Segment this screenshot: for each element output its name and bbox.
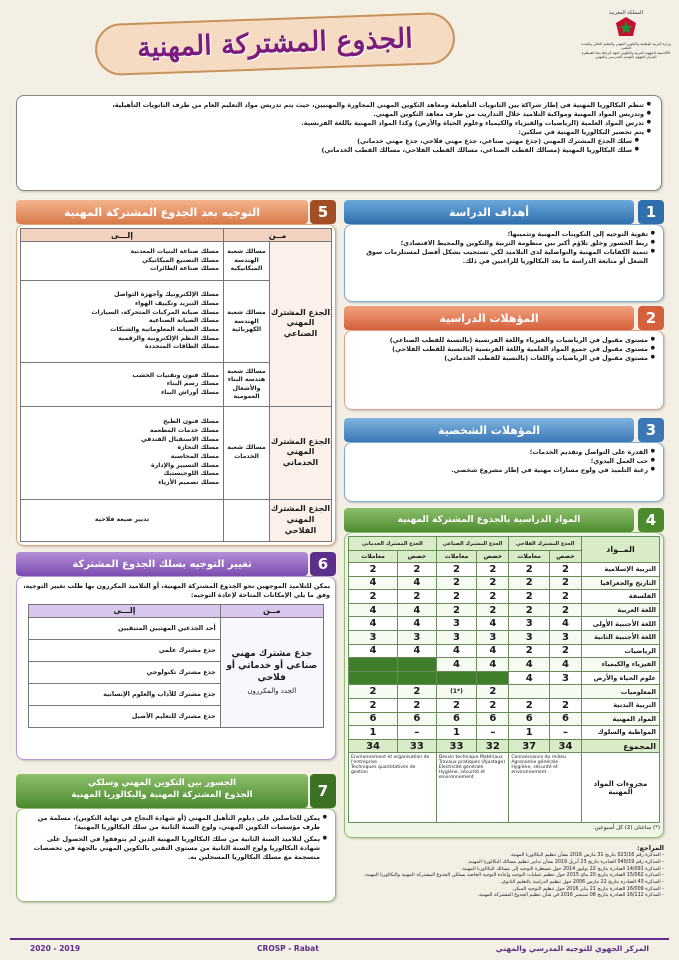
subject-value: 2 bbox=[550, 644, 582, 658]
section-1-header bbox=[344, 200, 634, 224]
subjects-table bbox=[348, 536, 660, 823]
academy-name: الأكاديمية الجهوية للتربية والتكوين لجهة الرباط سلا القنيطرة bbox=[581, 50, 671, 55]
section-2-number: 2 bbox=[638, 306, 664, 330]
subject-value: 2 bbox=[398, 698, 437, 712]
subject-value bbox=[436, 671, 477, 685]
branch-name: مسالك شعبة الهندسة الكهربائية bbox=[224, 280, 270, 362]
reorient-from: جذع مشترك مهني صناعي أو خدماتي أو فلاحي bbox=[226, 649, 318, 683]
track-name: مسلك التبريد وتكييف الهواء bbox=[135, 300, 219, 307]
tracks-cell bbox=[21, 406, 224, 499]
objective-item: ● تنمية الكفايات المهنية والتواصلية لدى التلاميذ لكي تستجيب بشكل أفضل لمستلزمات سوق الشغل أو متابعة الدراسة ما بعد البكالوريا للراغبين في ذلك. bbox=[353, 248, 655, 266]
section-6-header bbox=[16, 552, 308, 576]
col-to: إلـــى bbox=[21, 229, 224, 242]
subject-value: 4 bbox=[436, 644, 477, 658]
subject-value: 2 bbox=[398, 685, 437, 699]
orientation-row bbox=[21, 500, 332, 542]
subject-value: 4 bbox=[509, 658, 550, 672]
subject-value: 33 bbox=[398, 739, 437, 753]
subject-name: التربية البدنية bbox=[582, 698, 660, 712]
section-5-title: التوجيه بعد الجذوع المشتركة المهنية bbox=[64, 205, 260, 219]
subject-value bbox=[349, 658, 398, 672]
subject-value: 2 bbox=[509, 644, 550, 658]
reorient-option: جذع مشترك للآداب والعلوم الإنسانية bbox=[29, 683, 221, 705]
section-2 bbox=[344, 306, 664, 412]
personal-item: ● حب العمل اليدوي؛ bbox=[353, 457, 655, 466]
subject-name: اللغة الأجنبية الثانية bbox=[582, 630, 660, 644]
subject-value: 3 bbox=[550, 630, 582, 644]
subject-name: الفلسفة bbox=[582, 590, 660, 604]
section-7-title-1: الجسور بين التكوين المهني وسلكي bbox=[87, 778, 237, 788]
track-name: مسلك التصنيع الميكانيكي bbox=[142, 256, 219, 264]
subject-value: 4 bbox=[550, 617, 582, 631]
section-3-body bbox=[344, 442, 664, 502]
branch-name bbox=[224, 500, 270, 542]
prof-module: Environnement et organisation de l'entreprise bbox=[351, 755, 430, 766]
reorient-from-note: الجدد والمكررون bbox=[247, 687, 297, 696]
tracks-cell bbox=[21, 242, 224, 281]
subject-row bbox=[349, 726, 660, 740]
subject-value: 4 bbox=[398, 603, 437, 617]
subject-row bbox=[349, 617, 660, 631]
bridge-item: ● يمكن لتلاميذ السنة الثانية من سلك البكالوريا المهنية الذين لم يتوفقوا في الحصول على شهادة البكالوريا ولوج السنة الثانية من مستوى التقني بالتكوين المهني بالجهة في تخصصات منسجمة مع مسلك البكالوريا المسجلين به. bbox=[25, 835, 327, 862]
section-2-title: المؤهلات الدراسية bbox=[439, 311, 539, 325]
subject-value: 2 bbox=[436, 590, 477, 604]
section-6-number: 6 bbox=[310, 552, 336, 576]
subject-value: 3 bbox=[349, 630, 398, 644]
footer-center: CROSP - Rabat bbox=[257, 943, 319, 953]
references-title: المراجع: bbox=[636, 844, 664, 852]
track-name: مسلك الصيانة المعلوماتية والشبكات bbox=[110, 326, 219, 334]
section-7-number: 7 bbox=[310, 774, 336, 808]
subject-value bbox=[398, 671, 437, 685]
intro-line: ● تدرس المواد العلمية (الرياضيات والفيزياء والكيمياء وعلوم الحياة والأرض) وكذا المواد المهنية باللغة الفرنسية. bbox=[27, 119, 651, 128]
table-note: (*) ساعتان (2) كل أسبوعين. bbox=[592, 825, 660, 832]
subject-name: الرياضيات bbox=[582, 644, 660, 658]
track-name: مسلك فنون الطبخ bbox=[163, 418, 219, 426]
subject-value: 4 bbox=[550, 658, 582, 672]
prof-ind bbox=[436, 753, 509, 823]
subject-value: 4 bbox=[477, 617, 509, 631]
subject-value: 33 bbox=[436, 739, 477, 753]
subject-value: 3 bbox=[398, 630, 437, 644]
subject-row bbox=[349, 630, 660, 644]
subject-value: 1 bbox=[436, 726, 477, 740]
col-to: إلـــى bbox=[29, 604, 221, 617]
subject-value: – bbox=[398, 726, 437, 740]
track-name: مسلك الاستقبال الفندقي bbox=[140, 435, 219, 443]
section-4-title: المواد الدراسية بالجذوع المشتركة المهنية bbox=[397, 515, 581, 525]
subject-value: 2 bbox=[509, 698, 550, 712]
subject-row bbox=[349, 644, 660, 658]
subject-value: 32 bbox=[477, 739, 509, 753]
section-6-text: يمكن للتلاميذ الموجهين نحو الجذوع المشتركة المهنية، أو التلاميذ المكررون بها طلب تغيير التوجيه، وفق ما يلي الإمكانات المتاحة لإعادة التوجيه: bbox=[23, 582, 330, 599]
reference-line: - المذكرة 16/112 الصادرة بتاريخ 08 سبتمبر 2016 في شأن تنظيم الجذوع المشتركة المهنية. bbox=[477, 893, 664, 899]
section-4-body bbox=[344, 532, 664, 838]
subject-value: 2 bbox=[477, 590, 509, 604]
track-name: تدبير ضيعة فلاحية bbox=[94, 516, 150, 524]
subject-value bbox=[398, 658, 437, 672]
track-name: مسلك تصميم الأزياء bbox=[158, 478, 219, 486]
intro-line: ● سلك البكالوريا المهنية (مسالك القطب الصناعي، مسالك القطب الفلاحي، مسالك القطب الخدماتي) bbox=[27, 146, 639, 155]
section-1-number: 1 bbox=[638, 200, 664, 224]
col-hours: حصص bbox=[477, 551, 509, 563]
subject-value: 2 bbox=[349, 563, 398, 577]
subject-name: الفيزياء والكيمياء bbox=[582, 658, 660, 672]
prof-module: Hygiène, sécurité et environnement bbox=[438, 770, 486, 781]
subject-value: 4 bbox=[509, 671, 550, 685]
subject-value: 4 bbox=[398, 617, 437, 631]
track-name: مسلك النظم الإلكترونية والرقمية bbox=[118, 334, 219, 342]
ministry-name: وزارة التربية الوطنية والتكوين المهني والتعليم العالي والبحث العلمي bbox=[581, 42, 671, 51]
subject-value: 2 bbox=[477, 603, 509, 617]
subject-value: 2 bbox=[550, 698, 582, 712]
reorientation-table bbox=[28, 604, 324, 728]
orientation-table bbox=[20, 228, 332, 542]
trunk-name: الجذع المشترك المهني الصناعي bbox=[270, 242, 332, 407]
subject-value: 6 bbox=[436, 712, 477, 726]
subject-name: اللغة العربية bbox=[582, 603, 660, 617]
subject-value: 2 bbox=[436, 603, 477, 617]
track-name: مسلك التسيير والإدارة bbox=[151, 461, 219, 469]
section-6-title: تغيير التوجيه بسلك الجذوع المشتركة bbox=[72, 558, 252, 570]
prof-agri bbox=[509, 753, 582, 823]
section-3-title: المؤهلات الشخصية bbox=[437, 423, 541, 437]
section-3 bbox=[344, 418, 664, 504]
subject-value: 34 bbox=[550, 739, 582, 753]
subject-value: 6 bbox=[509, 712, 550, 726]
section-7 bbox=[16, 774, 336, 904]
subject-value bbox=[477, 671, 509, 685]
subject-row bbox=[349, 739, 660, 753]
subject-value: 2 bbox=[398, 563, 437, 577]
section-1-body bbox=[344, 224, 664, 302]
subject-value: 6 bbox=[398, 712, 437, 726]
reference-line: - المذكرة 15/062 الصادرة بتاريخ 20 ماي 2015 حول تنظيم عمليات التوجيه وإعادة التوجيه الخاصة بسلكي الجذوع المشتركة المهنية والبكالوريا المهنية. bbox=[363, 873, 664, 879]
subject-value: 2 bbox=[436, 698, 477, 712]
subject-name: المواد المهنية bbox=[582, 712, 660, 726]
prof-module: Travaux pratiques (Ajustage) bbox=[438, 760, 506, 766]
prof-module: Dessin technique Matériaux bbox=[438, 755, 503, 761]
subject-value: 4 bbox=[398, 644, 437, 658]
reference-line: - المذكرة 16/009 الصادرة بتاريخ 21 يناير 2016 حول تنظيم التوجيه المبكر. bbox=[512, 886, 664, 892]
subject-value: 3 bbox=[436, 630, 477, 644]
subject-value: 4 bbox=[398, 576, 437, 590]
subject-value: 34 bbox=[349, 739, 398, 753]
track-name: مسلك صناعة الطائرات bbox=[150, 265, 219, 273]
tracks-cell bbox=[21, 500, 224, 542]
subject-value: 37 bbox=[509, 739, 550, 753]
track-name: مسلك الإلكترونيك وأجهزة التواصل bbox=[114, 291, 219, 299]
trunk-name: الجذع المشترك المهني الخدماتي bbox=[270, 406, 332, 499]
section-5-header bbox=[16, 200, 308, 224]
prof-serv bbox=[349, 753, 437, 823]
subject-value: 2 bbox=[398, 590, 437, 604]
section-7-body bbox=[16, 808, 336, 902]
orientation-row bbox=[21, 242, 332, 281]
subject-value: 2 bbox=[509, 563, 550, 577]
subject-row bbox=[349, 603, 660, 617]
subject-value: 2 bbox=[477, 698, 509, 712]
subject-value: 3 bbox=[477, 630, 509, 644]
subject-value: 4 bbox=[349, 617, 398, 631]
prof-module: Techniques quantitatives de gestion bbox=[351, 765, 416, 776]
intro-line: ● يتم تحضير البكالوريا المهنية في سلكين: bbox=[27, 128, 651, 137]
subject-name: المعلوميات bbox=[582, 685, 660, 699]
track-name: مسلك التجارة bbox=[177, 444, 219, 452]
title-banner bbox=[94, 12, 456, 77]
emblem-icon bbox=[614, 16, 638, 38]
col-subjects: المــواد bbox=[582, 537, 660, 563]
reorient-from-cell bbox=[220, 617, 323, 727]
subject-value bbox=[550, 685, 582, 699]
prof-module: Agronomie générale bbox=[511, 760, 559, 766]
section-5-body bbox=[16, 224, 336, 546]
branch-name: مسالك شعبة الهندسة الميكانيكية bbox=[224, 242, 270, 281]
kingdom-name: المملكة المغربية bbox=[609, 10, 643, 16]
col-ind: الجذع المشترك الصناعي bbox=[436, 537, 509, 551]
section-3-header bbox=[344, 418, 634, 442]
subject-value: 2 bbox=[477, 576, 509, 590]
subject-row bbox=[349, 658, 660, 672]
subject-value: 4 bbox=[477, 658, 509, 672]
subject-value: 2 bbox=[550, 576, 582, 590]
bridge-item: ● يمكن للحاصلين على دبلوم التأهيل المهني (أو شهادة النجاح في نهاية التكوين)، مسلمة من طرف مؤسسات التكوين المهني، ولوج السنة الثانية من سلك البكالوريا المهنية؛ bbox=[25, 814, 327, 832]
section-4-number: 4 bbox=[638, 508, 664, 532]
subject-value: 1 bbox=[349, 726, 398, 740]
subject-value: 3 bbox=[436, 617, 477, 631]
subject-value: 2 bbox=[436, 576, 477, 590]
subject-value: (*1) bbox=[436, 685, 477, 699]
subject-value: 2 bbox=[477, 563, 509, 577]
objective-item: ● تقوية التوجيه إلى التكوينات المهنية وتثمينها؛ bbox=[353, 230, 655, 239]
col-coef: معاملات bbox=[349, 551, 398, 563]
prof-module: Connaissance du milieu bbox=[511, 755, 566, 761]
col-hours: حصص bbox=[398, 551, 437, 563]
subject-value: 2 bbox=[477, 685, 509, 699]
intro-line: ● وتدريس المواد المهنية ومواكبة التلاميذ خلال التداريب من طرف معاهد التكوين المهني. bbox=[27, 110, 651, 119]
subject-value: 6 bbox=[550, 712, 582, 726]
reference-line: - المذكرة رقم 040/19 الصادرة بتاريخ 23 أبريل 2019 بشأن تدابير تنظيم مسالك البكالوريا المهنية. bbox=[467, 859, 664, 865]
reorient-option: جذع مشترك علمي bbox=[29, 639, 221, 661]
track-name: مسلك رسم البناء bbox=[166, 380, 219, 388]
subject-value: 4 bbox=[349, 603, 398, 617]
track-name: مسلك الطاقات المتجددة bbox=[144, 343, 219, 351]
service-name: المركز الجهوي للتوجيه المدرسي والمهني bbox=[595, 55, 657, 60]
footer bbox=[10, 938, 669, 956]
footer-year: 2020 - 2019 bbox=[30, 943, 81, 953]
subject-row bbox=[349, 685, 660, 699]
track-name: مسلك المحاسبة bbox=[170, 452, 219, 460]
subject-name: المجموع bbox=[582, 739, 660, 753]
col-serv: الجذع المشترك الخدماتي bbox=[349, 537, 437, 551]
section-5 bbox=[16, 200, 336, 550]
subject-value: 2 bbox=[550, 590, 582, 604]
prof-module: Hygiène, sécurité et environnement bbox=[511, 765, 558, 776]
section-4 bbox=[344, 508, 664, 838]
prof-modules-label: مجزوءات المواد المهنية bbox=[582, 753, 660, 823]
objective-item: ● ربط الجسور وخلق تلاؤم أكبر بين منظومة التربية والتكوين والمحيط الاقتصادي؛ bbox=[353, 239, 655, 248]
subject-value: 2 bbox=[436, 563, 477, 577]
track-name: مسلك أوراش البناء bbox=[161, 388, 219, 396]
subject-value: 3 bbox=[550, 671, 582, 685]
track-name: مسلك خدمات المطعمة bbox=[149, 426, 219, 434]
subject-row bbox=[349, 563, 660, 577]
subject-value bbox=[509, 685, 550, 699]
subject-row bbox=[349, 671, 660, 685]
tracks-cell bbox=[21, 363, 224, 406]
col-hours: حصص bbox=[550, 551, 582, 563]
subject-row bbox=[349, 590, 660, 604]
subject-value: 2 bbox=[349, 698, 398, 712]
subject-value: 3 bbox=[509, 630, 550, 644]
track-name: مسلك فنون وتقنيات الخشب bbox=[132, 371, 219, 379]
subject-name: التاريخ والجغرافيا bbox=[582, 576, 660, 590]
track-name: مسلك صيانة المركبات المتحركة، السيارات bbox=[91, 308, 219, 316]
qualification-item: ● مستوى مقبول في جميع المواد العلمية واللغة الفرنسية (بالنسبة للقطب الفلاحي) bbox=[353, 345, 655, 354]
track-name: مسلك الصيانة الصناعية bbox=[148, 317, 219, 325]
ministry-logo bbox=[576, 10, 676, 76]
prof-module: Electricité générale bbox=[438, 765, 484, 771]
header bbox=[0, 0, 679, 92]
intro-line: ● سلك الجذع المشترك المهني (جذع مهني صناعي، جذع مهني فلاحي، جذع مهني خدماتي) bbox=[27, 137, 639, 146]
subject-row bbox=[349, 576, 660, 590]
subject-name: اللغة الأجنبية الأولى bbox=[582, 617, 660, 631]
subject-value: 6 bbox=[349, 712, 398, 726]
subject-value: 1 bbox=[509, 726, 550, 740]
subject-value: 2 bbox=[509, 603, 550, 617]
section-3-number: 3 bbox=[638, 418, 664, 442]
branch-name: مسالك شعبة هندسة البناء والأشغال العمومية bbox=[224, 363, 270, 406]
subject-value: 2 bbox=[509, 576, 550, 590]
section-6-body bbox=[16, 576, 336, 760]
subject-row bbox=[349, 712, 660, 726]
reorient-option: أحد الجذعين المهنيين المتبقيين bbox=[29, 617, 221, 639]
personal-item: ● القدرة على التواصل وتقديم الخدمات؛ bbox=[353, 448, 655, 457]
subject-value: 2 bbox=[550, 563, 582, 577]
qualification-item: ● مستوى مقبول في الرياضيات والفيزياء واللغة الفرنسية (بالنسبة للقطب الصناعي) bbox=[353, 336, 655, 345]
section-6 bbox=[16, 552, 336, 762]
qualification-item: ● مستوى مقبول في الرياضيات واللغات (بالنسبة للقطب الخدماتي) bbox=[353, 354, 655, 363]
subject-value: – bbox=[550, 726, 582, 740]
tracks-cell bbox=[21, 280, 224, 362]
section-5-number: 5 bbox=[310, 200, 336, 224]
section-7-title-2: الجذوع المشتركة المهنية والبكالوريا المهنية bbox=[71, 790, 253, 801]
reference-line: - المذكرة 14/091 الصادرة بتاريخ 22 يوليوز 2014 حول مسطرة التوجيه إلى مسالك البكالوريا المهنية. bbox=[460, 866, 664, 872]
section-1 bbox=[344, 200, 664, 304]
subject-value: 2 bbox=[349, 590, 398, 604]
reorient-option: جذع مشترك للتعليم الأصيل bbox=[29, 705, 221, 727]
col-agri: الجذع المشترك الفلاحي bbox=[509, 537, 582, 551]
subject-value: 4 bbox=[349, 644, 398, 658]
subject-value: 4 bbox=[477, 644, 509, 658]
footer-org: المركز الجهوي للتوجيه المدرسي والمهني bbox=[495, 943, 649, 953]
branch-name: مسالك شعبة الخدمات bbox=[224, 406, 270, 499]
subject-value: 2 bbox=[509, 590, 550, 604]
subject-value: 2 bbox=[550, 603, 582, 617]
track-name: مسلك صناعة البنيات المعدنية bbox=[130, 247, 219, 255]
reference-line: - المذكرة رقم 023/16 بتاريخ 31 مارس 2016 بشأن تنظيم البكالوريا المهنية. bbox=[509, 853, 664, 859]
col-from: مــن bbox=[220, 604, 323, 617]
section-4-header bbox=[344, 508, 634, 532]
page-title: الجذوع المشتركة المهنية bbox=[136, 23, 414, 64]
orientation-row bbox=[21, 406, 332, 499]
subject-name: التربية الإسلامية bbox=[582, 563, 660, 577]
section-2-body bbox=[344, 330, 664, 410]
intro-line: ● تنظم البكالوريا المهنية في إطار شراكة بين الثانويات التأهيلية ومعاهد التكوين المهني المجاورة والمهنيين، حيث يتم تدريس مواد التعليم العام من طرف الثانويات التأهيلية، bbox=[27, 101, 651, 110]
subject-value bbox=[349, 671, 398, 685]
trunk-name: الجذع المشترك المهني الفلاحي bbox=[270, 500, 332, 542]
intro-box bbox=[16, 95, 662, 191]
col-from: مــن bbox=[224, 229, 332, 242]
references bbox=[344, 844, 664, 936]
section-1-title: أهداف الدراسة bbox=[449, 205, 529, 219]
subject-value: 2 bbox=[349, 685, 398, 699]
col-coef: معاملات bbox=[509, 551, 550, 563]
section-2-header bbox=[344, 306, 634, 330]
section-7-header bbox=[16, 774, 308, 808]
col-coef: معاملات bbox=[436, 551, 477, 563]
reorient-option: جذع مشترك تكنولوجي bbox=[29, 661, 221, 683]
personal-item: ● رغبة التلميذ في ولوج مسارات مهنية في إطار مشروع شخصي. bbox=[353, 466, 655, 475]
reference-line: - المذكرة 43 الصادرة بتاريخ 22 مارس 2006 حول تنظيم الدراسة بالتعليم الثانوي. bbox=[500, 879, 664, 885]
subject-value: 3 bbox=[509, 617, 550, 631]
track-name: مسلك اللوجيستيك bbox=[163, 470, 219, 478]
subject-value: 4 bbox=[349, 576, 398, 590]
subject-value: – bbox=[477, 726, 509, 740]
subject-row bbox=[349, 698, 660, 712]
subject-name: علوم الحياة والأرض bbox=[582, 671, 660, 685]
subject-name: المواظبة والسلوك bbox=[582, 726, 660, 740]
subject-value: 6 bbox=[477, 712, 509, 726]
subject-value: 4 bbox=[436, 658, 477, 672]
